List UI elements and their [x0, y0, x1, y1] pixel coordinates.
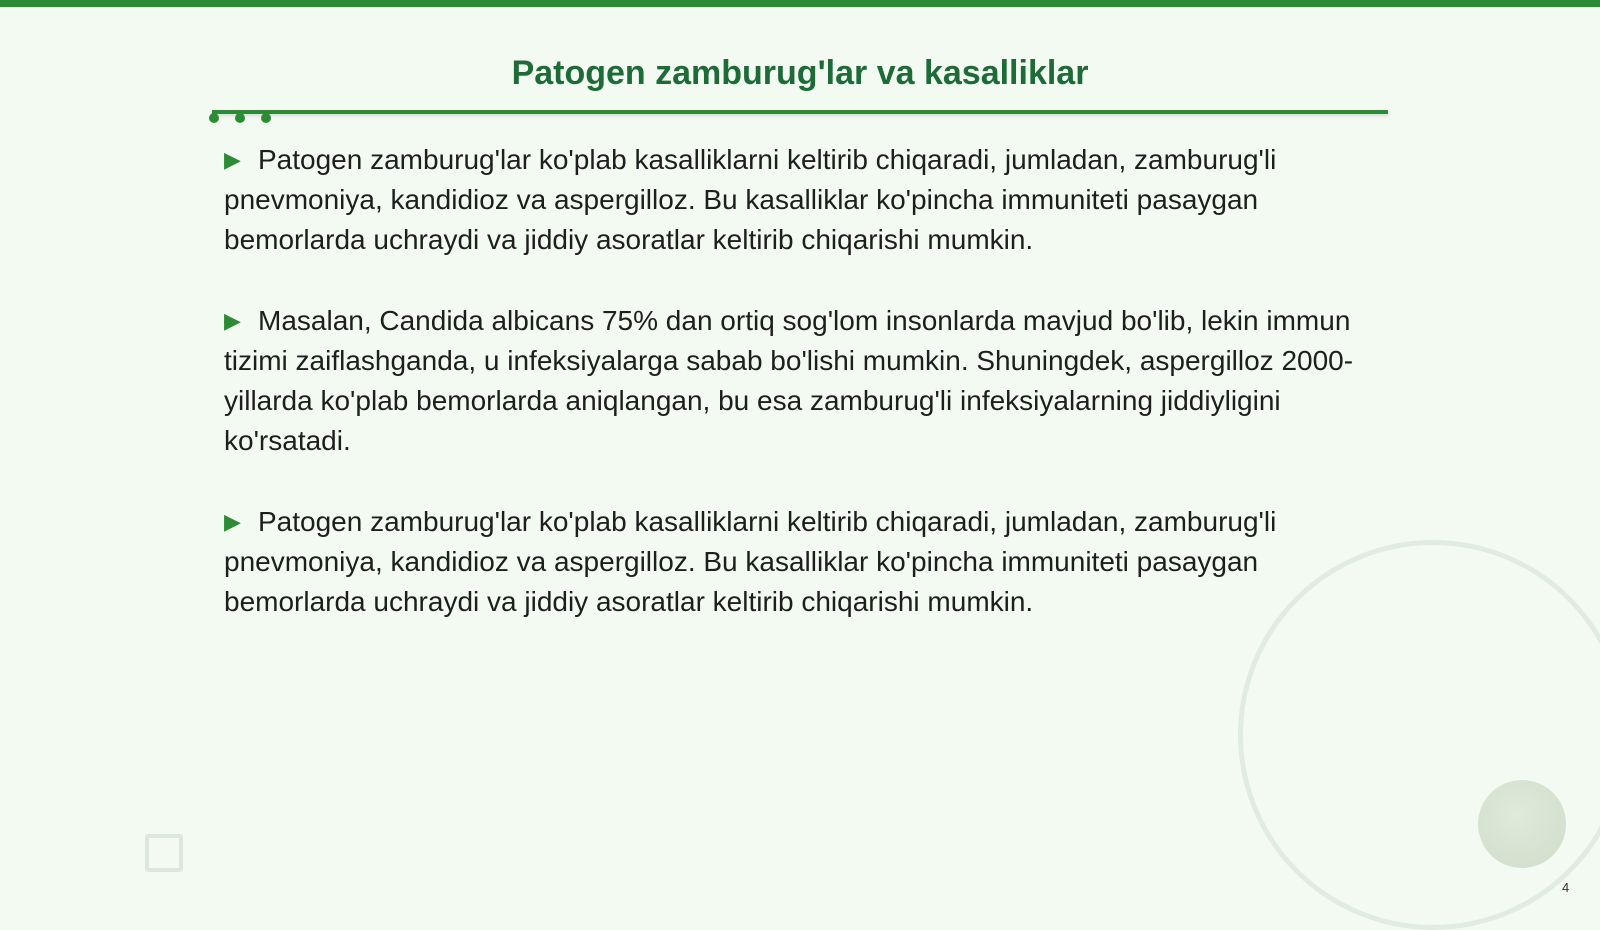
- decorative-square: [145, 834, 183, 872]
- bullet-item: [224, 502, 1384, 622]
- decorative-circle: [1478, 780, 1566, 868]
- bullet-list: [224, 140, 1384, 663]
- page-number: 4: [1562, 880, 1570, 895]
- bullet-text: Masalan, Candida albicans 75% dan ortiq sog'lom insonlarda mavjud bo'lib, lekin immun tizimi zaiflashganda, u infeksiyalarga sabab bo'lishi mumkin. Shuningdek, aspergilloz 2000-yillarda ko'plab bemorlarda aniqlangan, bu esa zamburug'li infeksiyalarning jiddiyligini ko'rsatadi.: [224, 305, 1354, 456]
- slide-title: Patogen zamburug'lar va kasalliklar: [511, 54, 1089, 92]
- title-underline: [212, 110, 1388, 114]
- bullet-item: [224, 140, 1384, 260]
- decorative-dot: [261, 113, 271, 123]
- bullet-text: Patogen zamburug'lar ko'plab kasalliklarni keltirib chiqaradi, jumladan, zamburug'li pnevmoniya, kandidioz va aspergilloz. Bu kasalliklar ko'pincha immuniteti pasaygan bemorlarda uchraydi va jiddiy asoratlar keltirib chiqarishi mumkin.: [224, 506, 1277, 617]
- top-accent-bar: [0, 0, 1600, 7]
- bullet-arrow-icon: ▶: [224, 147, 241, 172]
- decorative-ring: [1238, 540, 1600, 930]
- bullet-arrow-icon: ▶: [224, 308, 241, 333]
- bullet-item: [224, 301, 1384, 461]
- decorative-dot: [209, 113, 219, 123]
- bullet-text: Patogen zamburug'lar ko'plab kasalliklarni keltirib chiqaradi, jumladan, zamburug'li pnevmoniya, kandidioz va aspergilloz. Bu kasalliklar ko'pincha immuniteti pasaygan bemorlarda uchraydi va jiddiy asoratlar keltirib chiqarishi mumkin.: [224, 144, 1277, 255]
- decorative-dot: [235, 113, 245, 123]
- bullet-arrow-icon: ▶: [224, 509, 241, 534]
